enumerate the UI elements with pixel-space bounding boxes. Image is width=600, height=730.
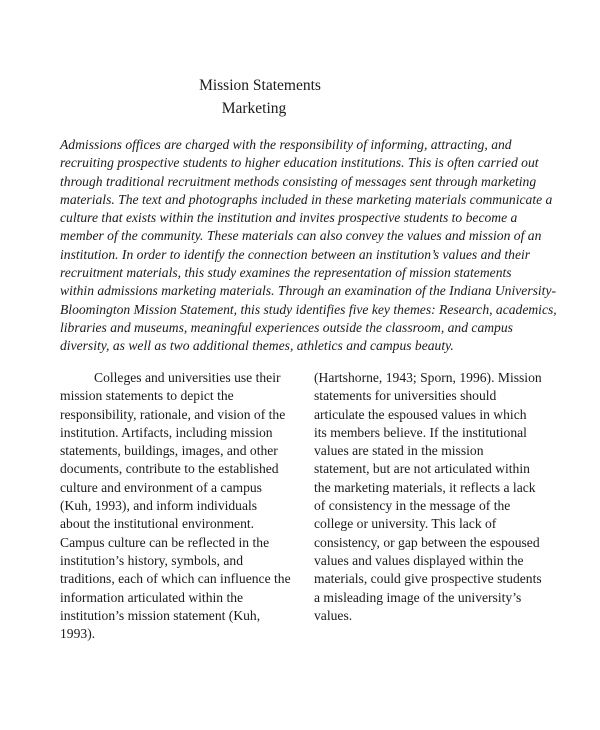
abstract-line: culture that exists within the institution and invites prospective students to become a xyxy=(60,210,518,226)
abstract-line: diversity, as well as two additional themes, athletics and campus beauty. xyxy=(60,338,454,354)
body-line: statements for universities should xyxy=(314,388,497,404)
body-line: mission statements to depict the xyxy=(60,388,234,404)
body-line: Colleges and universities use their xyxy=(94,370,281,385)
abstract-line: materials. The text and photographs included in these marketing materials communicate a xyxy=(60,191,553,207)
body-left-column xyxy=(60,369,290,643)
abstract-line: through traditional recruitment methods consisting of messages sent through marketing xyxy=(60,173,537,189)
body-line: institution. Artifacts, including mission xyxy=(60,424,273,440)
abstract-line: libraries and museums, meaningful experiences outside the classroom, and campus xyxy=(60,319,513,335)
body-line: (Kuh, 1993), and inform individuals xyxy=(60,498,258,514)
body-line: values are stated in the mission xyxy=(314,443,484,459)
body-line: its members believe. If the institutional xyxy=(314,424,527,440)
abstract-line: recruiting prospective students to higher education institutions. This is often carried out xyxy=(60,155,539,171)
body-line: materials, could give prospective students xyxy=(314,571,542,587)
body-line: information articulated within the xyxy=(60,589,244,605)
body-line: statement, but are not articulated within xyxy=(314,461,530,477)
body-line: statements, buildings, images, and other xyxy=(60,443,278,459)
abstract-line: recruitment materials, this study examines the representation of mission statements xyxy=(60,265,512,281)
body-line: of consistency in the message of the xyxy=(314,498,511,514)
body-line: culture and environment of a campus xyxy=(60,479,262,495)
body-line: articulate the espoused values in which xyxy=(314,406,527,422)
abstract-line: within admissions marketing materials. Through an examination of the Indiana University- xyxy=(60,283,557,299)
body-line: consistency, or gap between the espoused xyxy=(314,534,540,550)
abstract-line: Admissions offices are charged with the responsibility of informing, attracting, and xyxy=(60,137,512,152)
body-line: Campus culture can be reflected in the xyxy=(60,534,270,550)
abstract-line: Bloomington Mission Statement, this study identifies five key themes: Research, academics, xyxy=(60,301,557,317)
document-subtitle: Marketing xyxy=(221,100,287,117)
body-line: values. xyxy=(314,607,353,623)
document-title: Mission Statements xyxy=(199,77,321,94)
body-line: responsibility, rationale, and vision of the xyxy=(60,406,286,422)
body-right-column xyxy=(314,369,544,625)
body-line: about the institutional environment. xyxy=(60,516,255,532)
body-line: documents, contribute to the established xyxy=(60,461,279,477)
body-line: institution’s history, symbols, and xyxy=(60,552,244,568)
body-line: a misleading image of the university’s xyxy=(314,589,522,605)
body-line: values and values displayed within the xyxy=(314,552,524,568)
abstract-line: institution. In order to identify the connection between an institution’s values and their xyxy=(60,246,531,262)
body-line: the marketing materials, it reflects a lack xyxy=(314,479,536,495)
body-line: 1993). xyxy=(60,626,96,642)
abstract-paragraph xyxy=(60,136,557,356)
body-line: college or university. This lack of xyxy=(314,516,497,532)
abstract-line: member of the community. These materials can also convey the values and mission of an xyxy=(60,228,542,244)
body-line: (Hartshorne, 1943; Sporn, 1996). Mission xyxy=(314,370,542,385)
body-line: traditions, each of which can influence the xyxy=(60,571,291,587)
body-line: institution’s mission statement (Kuh, xyxy=(60,607,261,623)
